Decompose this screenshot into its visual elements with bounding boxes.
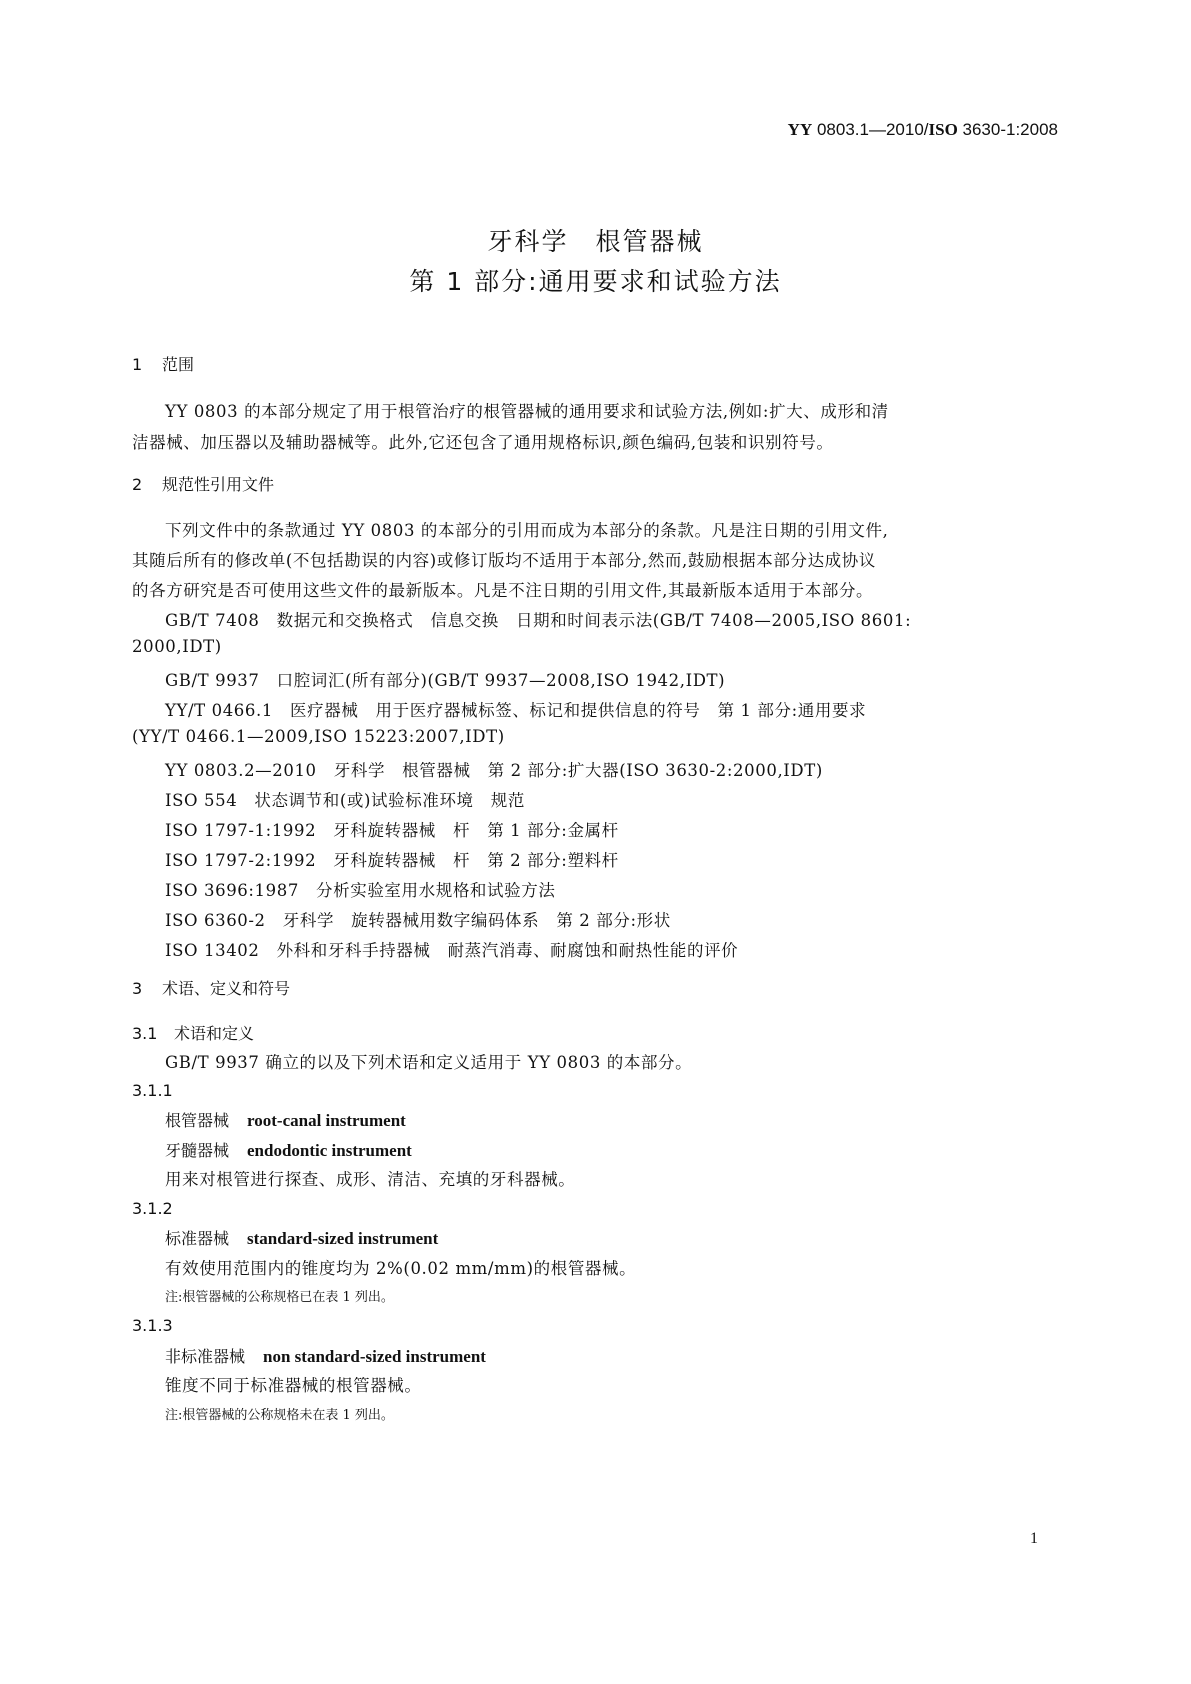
subsection-3-1-heading <box>132 1021 254 1044</box>
std-prefix-iso: ISO <box>928 120 958 139</box>
reference-item: ISO 6360-2 牙科学 旋转器械用数字编码体系 第 2 部分:形状 <box>165 911 671 930</box>
term-definition: 有效使用范围内的锥度均为 2%(0.02 mm/mm)的根管器械。 <box>165 1259 637 1278</box>
term-zh: 标准器械 <box>165 1229 230 1248</box>
refs-paragraph-line3: 的各方研究是否可使用这些文件的最新版本。凡是不注日期的引用文件,其最新版本适用于本部分。 <box>132 581 874 600</box>
iso-number: 3630-1:2008 <box>957 120 1058 139</box>
term-entry <box>165 1108 406 1131</box>
reference-item: ISO 1797-2:1992 牙科旋转器械 杆 第 2 部分:塑料杆 <box>165 851 619 870</box>
page-number: 1 <box>1030 1530 1038 1547</box>
term-entry <box>165 1138 412 1161</box>
term-en: standard-sized instrument <box>247 1229 439 1248</box>
term-zh: 牙髓器械 <box>165 1141 230 1160</box>
term-definition: 锥度不同于标准器械的根管器械。 <box>165 1376 422 1395</box>
refs-paragraph-line1: 下列文件中的条款通过 YY 0803 的本部分的引用而成为本部分的条款。凡是注日期的引用文件, <box>165 521 889 540</box>
section-title: 范围 <box>162 355 195 374</box>
term-entry <box>165 1344 486 1367</box>
term-number: 3.1.2 <box>132 1199 173 1218</box>
term-note: 注:根管器械的公称规格已在表 1 列出。 <box>165 1290 394 1305</box>
term-note: 注:根管器械的公称规格未在表 1 列出。 <box>165 1408 394 1423</box>
section-number: 1 <box>132 355 143 374</box>
section-title: 术语、定义和符号 <box>162 979 291 998</box>
term-en: endodontic instrument <box>247 1141 412 1160</box>
section-number: 2 <box>132 475 143 494</box>
reference-item: YY 0803.2—2010 牙科学 根管器械 第 2 部分:扩大器(ISO 3630-2:2000,IDT) <box>165 761 823 780</box>
refs-paragraph-line2: 其随后所有的修改单(不包括勘误的内容)或修订版均不适用于本部分,然而,鼓励根据本部分达成协议 <box>132 551 876 570</box>
std-prefix-yy: YY <box>787 120 813 139</box>
reference-item-continuation: 2000,IDT) <box>132 637 222 656</box>
reference-item: GB/T 7408 数据元和交换格式 信息交换 日期和时间表示法(GB/T 7408—2005,ISO 8601: <box>165 611 912 630</box>
reference-item: ISO 3696:1987 分析实验室用水规格和试验方法 <box>165 881 556 900</box>
scope-paragraph-line1: YY 0803 的本部分规定了用于根管治疗的根管器械的通用要求和试验方法,例如:扩大、成形和清 <box>165 402 889 421</box>
term-zh: 非标准器械 <box>165 1347 246 1366</box>
section-title: 规范性引用文件 <box>162 475 275 494</box>
reference-item: ISO 554 状态调节和(或)试验标准环境 规范 <box>165 791 525 810</box>
section-2-heading <box>132 472 274 495</box>
term-number: 3.1.1 <box>132 1081 173 1100</box>
document-title: 牙科学 根管器械 <box>487 227 704 256</box>
scope-paragraph-line2: 洁器械、加压器以及辅助器械等。此外,它还包含了通用规格标识,颜色编码,包装和识别符号。 <box>132 433 834 452</box>
reference-item-continuation: (YY/T 0466.1—2009,ISO 15223:2007,IDT) <box>132 727 505 746</box>
term-en: non standard-sized instrument <box>263 1347 486 1366</box>
section-1-heading <box>132 352 194 375</box>
document-subtitle: 第 1 部分:通用要求和试验方法 <box>409 267 782 296</box>
reference-item: ISO 1797-1:1992 牙科旋转器械 杆 第 1 部分:金属杆 <box>165 821 619 840</box>
term-en: root-canal instrument <box>247 1111 406 1130</box>
reference-item: YY/T 0466.1 医疗器械 用于医疗器械标签、标记和提供信息的符号 第 1 部分:通用要求 <box>165 701 867 720</box>
term-definition: 用来对根管进行探查、成形、清洁、充填的牙科器械。 <box>165 1170 576 1189</box>
term-zh: 根管器械 <box>165 1111 230 1130</box>
section-3-heading <box>132 976 290 999</box>
subsection-title: 术语和定义 <box>174 1024 255 1043</box>
reference-item: GB/T 9937 口腔词汇(所有部分)(GB/T 9937—2008,ISO 1942,IDT) <box>165 671 726 690</box>
terms-intro: GB/T 9937 确立的以及下列术语和定义适用于 YY 0803 的本部分。 <box>165 1053 693 1072</box>
standard-number-header <box>788 120 1058 140</box>
std-number: 0803.1—2010/ <box>812 120 929 139</box>
term-number: 3.1.3 <box>132 1316 173 1335</box>
subsection-number: 3.1 <box>132 1024 158 1043</box>
term-entry <box>165 1226 438 1249</box>
reference-item: ISO 13402 外科和牙科手持器械 耐蒸汽消毒、耐腐蚀和耐热性能的评价 <box>165 941 739 960</box>
section-number: 3 <box>132 979 143 998</box>
